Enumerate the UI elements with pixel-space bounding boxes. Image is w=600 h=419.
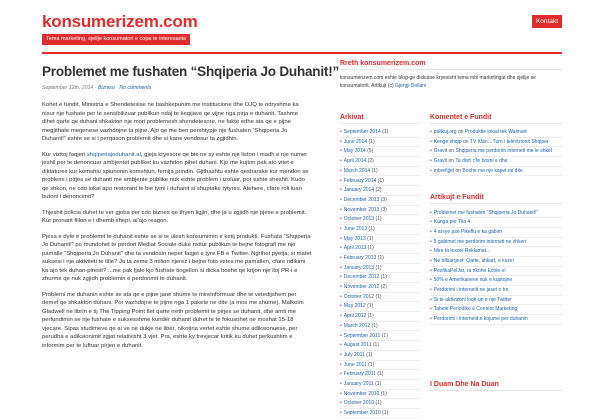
paragraph-text: , gjeja kryesore qe bie ne sy eshte nje liston i madh e nje numer jeshil per te denoncuar ambjentet publiket ku vazhdon pihet duhani. Kjo me kujton pak ato vitet e diktatures kur komshiu spiunonin komshiun, femija prindin. Gjithashtu eshte qesharake kur mendon se problemi i pirjes se duhanit me ambjente publike nuk eshte problem i izoluar, por eshte sheshit. Kudo qe shkon, ne cdo lokal apo restorant te bie tymi i duhanit si shuptake tytyres. Atehere, cfare roli luan butoni i denoncimit? — [42, 151, 309, 200]
archive-count: (1) — [372, 342, 379, 349]
archive-link[interactable]: January 2011 — [343, 380, 374, 387]
archive-item — [340, 361, 420, 371]
comment-author-link[interactable]: Kenge shqip — [433, 138, 462, 145]
archive-item — [340, 215, 420, 225]
recent-post-item — [430, 238, 562, 248]
about-body: konsumerizem.com eshte blog-ge diskutoe kryesisht tema mbi marketingut dhe sjellje se konsumatorit. Artikujt (c) — [340, 75, 536, 89]
archive-item — [340, 176, 420, 186]
archive-item — [340, 157, 420, 167]
header-divider — [42, 52, 562, 54]
archive-link[interactable]: February 2011 — [343, 371, 376, 378]
archives-widget — [340, 114, 420, 419]
paragraph-text: Kur vizitoj faqjen — [42, 151, 87, 158]
comment-author-link[interactable]: Gravit — [433, 158, 448, 165]
archive-item — [340, 331, 420, 341]
archive-item — [340, 351, 420, 361]
archive-count: (1) — [367, 245, 374, 252]
archive-link[interactable]: November 2012 — [343, 284, 380, 291]
archive-link[interactable]: August 2011 — [343, 342, 372, 349]
archive-item — [340, 341, 420, 351]
archive-count: (1) — [368, 225, 375, 232]
comment-post-link[interactable]: Ta dish c'te bosni e dhe — [455, 158, 508, 165]
archive-item — [340, 235, 420, 245]
archive-count: (1) — [367, 313, 374, 320]
recent-post-link[interactable]: Mire ta lexoni Reklamat... — [433, 248, 491, 255]
archive-count: (1) — [382, 129, 389, 136]
archive-link[interactable]: December 2012 — [343, 274, 380, 281]
comment-post-link[interactable]: TV Klan…Turn i televizionit Shqiper — [469, 138, 549, 145]
comment-on: on — [447, 148, 456, 155]
about-title: Rreth konsumerizem.com — [340, 60, 562, 70]
meta-separator: · — [93, 85, 98, 91]
comments-list — [430, 128, 562, 176]
site-tagline: Tema marketing, sjellje konsumatori e copa te interesante — [42, 34, 190, 45]
archive-link[interactable]: May 2013 — [343, 235, 366, 242]
archive-link[interactable]: May 2014 — [343, 148, 366, 155]
recent-post-item — [430, 315, 562, 325]
archive-link[interactable]: February 2013 — [343, 255, 377, 262]
archive-count: (1) — [375, 264, 382, 271]
archive-link[interactable]: October 2012 — [343, 293, 375, 300]
archive-link[interactable]: September 2011 — [343, 332, 381, 339]
archive-link[interactable]: September 2010 — [343, 410, 381, 417]
archive-count: (1) — [377, 177, 384, 184]
recent-post-link[interactable]: 4 arsye pse Pikeflu e ka gabim — [433, 228, 502, 235]
archive-count: (1) — [367, 235, 374, 242]
recent-post-link[interactable]: Perdorimi i internetit ne jaset e tre — [433, 287, 509, 294]
recent-post-item — [430, 267, 562, 277]
recent-post-item — [430, 257, 562, 267]
archive-link[interactable]: September 2014 — [343, 129, 381, 136]
archive-link[interactable]: April 2012 — [343, 313, 367, 320]
archive-link[interactable]: April 2013 — [343, 245, 367, 252]
comment-on: on — [461, 138, 470, 145]
archive-count: (1) — [368, 361, 375, 368]
recent-post-link[interactable]: PesfikaPelJar, ra nkohe Ecole-s! — [433, 267, 506, 274]
archive-item — [340, 302, 420, 312]
recent-post-link[interactable]: 5 gabimet me perdorim interneti ne shkeri — [433, 238, 527, 245]
post-comments-link[interactable]: No comments — [119, 85, 152, 91]
archive-count: (3) — [380, 206, 387, 213]
author-link[interactable]: Gjergji Dollani — [395, 83, 427, 89]
archive-count: (2) — [375, 187, 382, 194]
recent-post-item — [430, 247, 562, 257]
archive-count: (1) — [380, 390, 387, 397]
comment-post-link[interactable]: Shqiperia me perdorim interneti me ie shkel — [455, 148, 552, 155]
recent-post-item — [430, 208, 562, 218]
post-date: September 12th, 2014 — [42, 85, 94, 91]
archive-link[interactable]: October 2013 — [343, 216, 375, 223]
archive-link[interactable]: November 2013 — [343, 206, 380, 213]
recent-post-item — [430, 286, 562, 296]
recent-post-link[interactable]: 50% e Amerikaneve nuk e kuptojne — [433, 277, 513, 284]
blogroll-widget — [430, 381, 562, 395]
comment-on: on — [447, 158, 456, 165]
archive-link[interactable]: January 2014 — [343, 187, 375, 194]
archive-item — [340, 264, 420, 274]
archive-count: (1) — [375, 293, 382, 300]
archive-count: (1) — [381, 332, 388, 339]
comment-author-link[interactable]: Gravit — [433, 148, 448, 155]
archive-item — [340, 390, 420, 400]
archive-count: (1) — [375, 400, 382, 407]
right-sidebar — [430, 114, 562, 325]
post-category-link[interactable]: Biznesi — [97, 85, 115, 91]
main-content — [42, 64, 340, 357]
archive-item — [340, 322, 420, 332]
archive-link[interactable]: June 2014 — [343, 138, 368, 145]
archive-item — [340, 370, 420, 380]
archive-item — [340, 244, 420, 254]
archive-link[interactable]: December 2013 — [343, 196, 380, 203]
about-text — [340, 74, 562, 90]
post-body — [42, 101, 312, 350]
archive-item — [340, 167, 420, 177]
recent-post-link[interactable]: Kanga per Tila 4 — [433, 219, 471, 226]
archive-item — [340, 138, 420, 148]
archive-count: (1) — [366, 351, 373, 358]
comment-on: on — [456, 129, 465, 136]
archive-item — [340, 409, 420, 419]
comment-on: on — [454, 167, 463, 174]
archive-count: (1) — [382, 410, 389, 417]
site-header — [42, 12, 562, 48]
archive-link[interactable]: March 2012 — [343, 322, 371, 329]
archive-item — [340, 399, 420, 409]
recent-post-link[interactable]: Problemet me fushaten “Shqiperia Jo Duhanit!” — [433, 209, 538, 216]
archive-count: (1) — [375, 380, 382, 387]
archive-item — [340, 206, 420, 216]
archive-count: (1) — [371, 167, 378, 174]
archives-title: Arkivat — [340, 114, 420, 124]
archive-item — [340, 273, 420, 283]
archive-count: (1) — [368, 138, 375, 145]
archive-count: (1) — [375, 216, 382, 223]
comment-item — [430, 167, 562, 177]
archive-count: (3) — [380, 196, 387, 203]
archive-link[interactable]: November 2010 — [343, 390, 380, 397]
archive-item — [340, 128, 420, 138]
about-widget — [340, 60, 562, 90]
archive-count: (1) — [371, 322, 378, 329]
archive-item — [340, 254, 420, 264]
comment-item — [430, 128, 562, 138]
recent-post-link[interactable]: Tabele Periodike e Content Marketing — [433, 306, 518, 313]
comment-post-link[interactable]: Boshe me nje kapel ne dite — [462, 167, 523, 174]
archive-count: (1) — [377, 255, 384, 262]
recent-post-item — [430, 305, 562, 315]
recent-post-item — [430, 228, 562, 238]
archive-item — [340, 293, 420, 303]
post-paragraph — [42, 151, 312, 202]
archive-link[interactable]: July 2011 — [343, 351, 365, 358]
archive-item — [340, 196, 420, 206]
archive-link[interactable]: October 2010 — [343, 400, 375, 407]
comment-author-link[interactable]: mbrefijjet — [433, 167, 455, 174]
archive-link[interactable]: May 2012 — [343, 303, 366, 310]
post-paragraph: Thjeshit policia duhet te ver gjoba per cdo biznes qe thyen ligjin, dhe ja u zgjidh nje pjese e problemit. Kur pronarit fillon e i dhemb xhepi, ai'ajo reagon. — [42, 209, 307, 224]
recent-post-item — [430, 218, 562, 228]
recent-post-link[interactable]: Ne bilbarrjeet: Qarte, shkurt, e kuse! — [433, 257, 515, 264]
post-paragraph: Pjesa e dyte e problemit te duhanit eshte se si te ulesh konsumimin e ketij produkti. Fushata “Shqiperia Jo Duhanit!” po mundohet te perdori Mediat Sociale duke nxitur publikun te bejne fotografi me nje pamalle “Shqiperia Jo Duhanit” dhe ta vendosin neper faqjet e tyre FB e Twitter. Ngrihet pyetja; si matet suksesi i nje aktiviteti te tille? Ja ta zeme 3 milion njerez i bejne foto vetes me pamallen, cfare ndikimi ka ajo tek duhan-piresit? ...me pak fjale kjo fushate tingellon si dicka boshe qe krijon nje iloj PR-i e zhurme qe nuk zgjidh problemin e perdorimit te duhanit. — [42, 233, 312, 282]
archive-link[interactable]: January 2013 — [343, 264, 375, 271]
recent-post-link[interactable]: Perdorimi i internetit e kojume per duhanin — [433, 316, 528, 323]
kontakt-button[interactable]: Kontakt — [532, 15, 562, 28]
comment-item — [430, 147, 562, 157]
archive-link[interactable]: March 2014 — [343, 167, 371, 174]
recent-posts-list — [430, 208, 562, 324]
archive-item — [340, 186, 420, 196]
archives-list — [340, 128, 420, 419]
recent-posts-widget — [430, 194, 562, 324]
archive-item — [340, 283, 420, 293]
archive-count: (1) — [367, 303, 374, 310]
site-title[interactable]: konsumerizem.com — [42, 12, 198, 31]
post-title[interactable]: Problemet me fushaten “Shqiperia Jo Duhanit!” — [42, 64, 340, 79]
archive-count: (1) — [380, 274, 387, 281]
archive-item — [340, 147, 420, 157]
comments-title: Komentet e Fundit — [430, 114, 562, 124]
archive-link[interactable]: April 2014 — [343, 158, 367, 165]
comment-item — [430, 138, 562, 148]
archive-count: (2) — [380, 284, 387, 291]
archive-item — [340, 225, 420, 235]
recent-posts-title: Artikujt e Fundit — [430, 194, 562, 204]
blogroll-title: I Duam Dhe Na Duan — [430, 381, 562, 391]
post-paragraph: Kohet e fundit, Ministria e Shendetesise ne bashkepunim me institucione dhe OJQ te ndryshme ka nisur nje fushate per te sensibilizuar publikun ndaj te keqijave qe vijne nga pirja e duhanit. Tashme dihet qarte qe duhani shkakton nje mori problemesh shendetesore, ne fakte edhe ata qe e pijne megjithate meqenese vazhdojne ta pijne. Ajo qe me ben pershtypje nje fushaten “Shqiperia Jo Duhanit!” eshte se si i perqason problemit dhe si kane vendosur ta zgjidhin. — [42, 102, 299, 142]
post-meta — [42, 85, 312, 91]
archive-link[interactable]: February 2014 — [343, 177, 377, 184]
comment-item — [430, 157, 562, 167]
recent-post-item — [430, 296, 562, 306]
meta-separator: · — [114, 85, 120, 91]
archive-link[interactable]: June 2013 — [343, 225, 368, 232]
archive-link[interactable]: June 2011 — [343, 361, 367, 368]
recent-post-link[interactable]: Si te aktivizoni look-un e nje Twitter — [433, 296, 512, 303]
recent-post-item — [430, 276, 562, 286]
archive-item — [340, 380, 420, 390]
comment-author-link[interactable]: palikuj.org — [433, 129, 457, 136]
campaign-site-link[interactable]: shqiperiajoduhanit.al — [86, 151, 141, 158]
archive-item — [340, 312, 420, 322]
archive-count: (5) — [367, 148, 374, 155]
comment-post-link[interactable]: Produktie lokial tek Walmart — [464, 129, 527, 136]
post-paragraph: Problemi me duhanin eshte se ata qe e pijne jane shume te mireinformuar dhe te vetedijshem per demet qe shkakton duhani. Por vazhdojne te pijne nga 1 pakete ne dite (a mos me shume). Malkolm Gladwell ne librin e tij The Tipping Point flet qarte rreth problemit te pirjes se duhanit, dhe amti me perfundimin se nje fushate e suksesshme kundër duhanit duhet te te fokusohet ne moshat 15-18 vjecare. Sipas studimeve qe ai ve ne dukje ne liber, nikotina vertet eshte shume adiksionuese, per perudha e adiksionimit zgjat relativisht 3 vjet. Pra, eshte ky trevjecar kritik ku duhet perkushtim e informim per te luftuar pirjen e duhanit. — [42, 291, 304, 349]
archive-count: (1) — [377, 371, 384, 378]
archive-count: (2) — [367, 158, 374, 165]
